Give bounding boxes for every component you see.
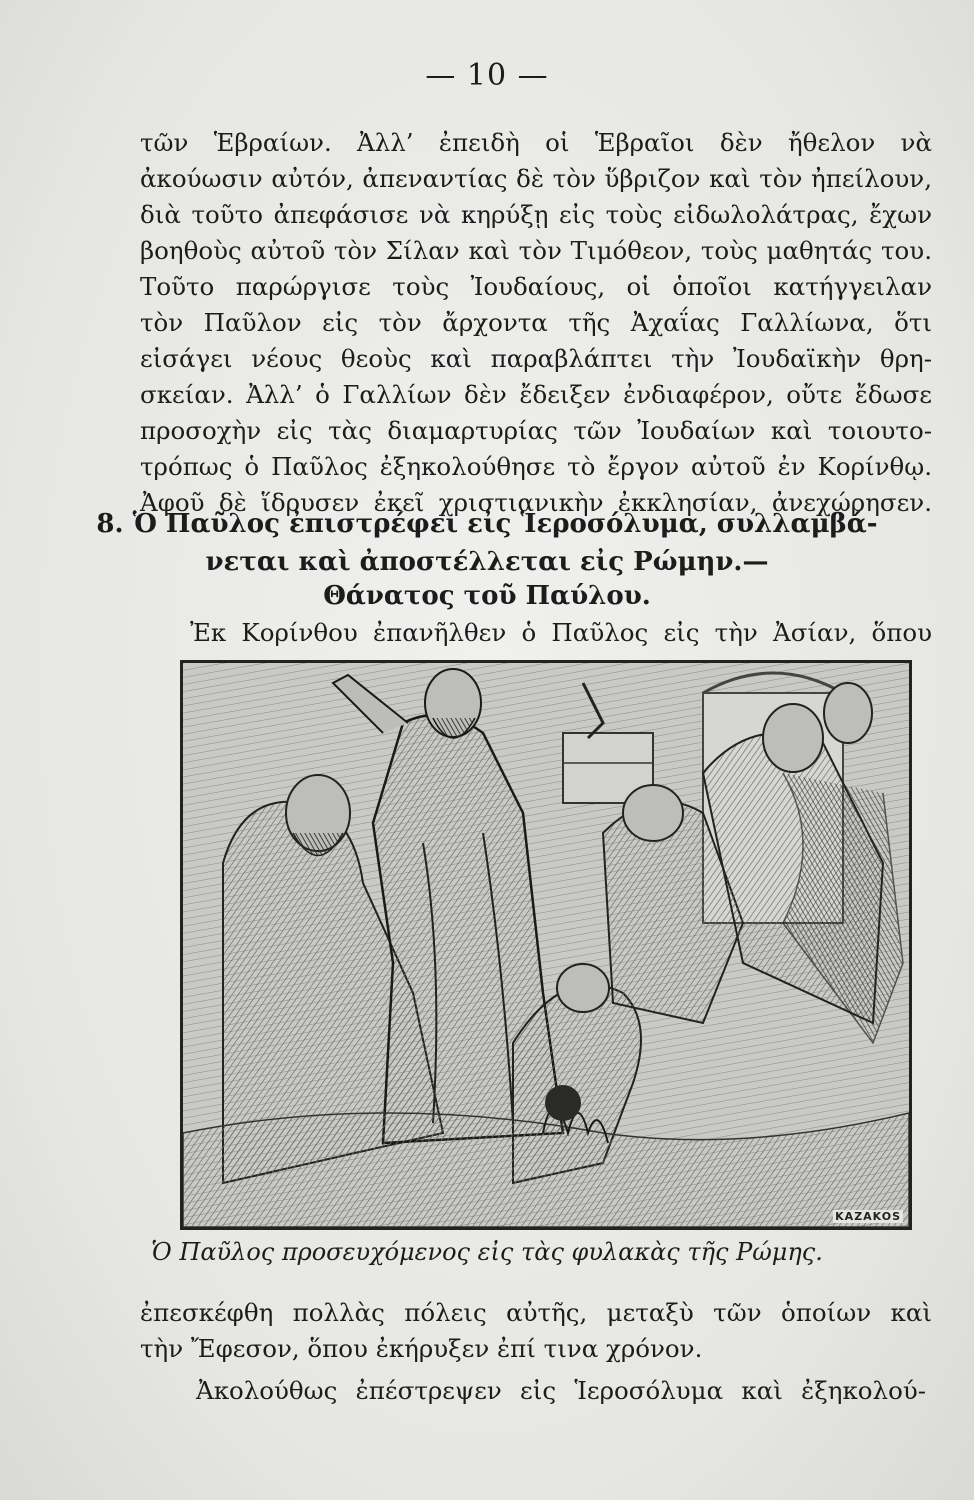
section-heading-line: Θάνατος τοῦ Παύλου.: [323, 581, 651, 611]
paragraph-2-line: Ἐκ Κορίνθου ἐπανῆλθεν ὁ Παῦλος εἰς τὴν Ἀσίαν, ὅπου: [190, 618, 932, 647]
text-line: τὴν Ἔφεσον, ὅπου ἐκήρυξεν ἐπί τινα χρόνον.: [140, 1334, 703, 1363]
section-heading-line: νεται καὶ ἀποστέλλεται εἰς Ρώμην.—: [205, 547, 769, 577]
text-line: ἀκούωσιν αὐτόν, ἀπεναντίας δὲ τὸν ὕβριζον καὶ τὸν ἠπείλουν,: [140, 164, 932, 193]
text-line: Ἀφοῦ δὲ ἵδρυσεν ἐκεῖ χριστιανικὴν ἐκκλησίαν, ἀνεχώρησεν.: [140, 488, 932, 517]
section-heading-line: 8. Ὁ Παῦλος ἐπιστρέφει εἰς Ἱεροσόλυμα, συλλαμβά-: [96, 509, 878, 539]
text-line: Τοῦτο παρώργισε τοὺς Ἰουδαίους, οἱ ὁποῖοι κατήγγειλαν: [140, 272, 932, 301]
page-number: — 10 —: [425, 58, 549, 93]
text-line: διὰ τοῦτο ἀπεφάσισε νὰ κηρύξῃ εἰς τοὺς εἰδωλολάτρας, ἔχων: [140, 200, 932, 229]
text-line: τῶν Ἑβραίων. Ἀλλ’ ἐπειδὴ οἱ Ἑβραῖοι δὲν ἤθελον νὰ: [140, 128, 932, 157]
text-line: προσοχὴν εἰς τὰς διαμαρτυρίας τῶν Ἰουδαίων καὶ τοιουτο-: [140, 416, 932, 445]
engraving-image: [183, 663, 909, 1227]
text-line: ἐπεσκέφθη πολλὰς πόλεις αὐτῆς, μεταξὺ τῶν ὁποίων καὶ: [140, 1298, 932, 1327]
text-line: τρόπως ὁ Παῦλος ἐξηκολούθησε τὸ ἔργον αὐτοῦ ἐν Κορίνθῳ.: [140, 452, 932, 481]
illustration-engraving: [180, 660, 912, 1230]
text-line: τὸν Παῦλον εἰς τὸν ἄρχοντα τῆς Ἀχαΐας Γαλλίωνα, ὅτι: [140, 308, 932, 337]
text-line: εἰσάγει νέους θεοὺς καὶ παραβλάπτει τὴν Ἰουδαϊκὴν θρη-: [140, 344, 932, 373]
figure-caption: Ὁ Παῦλος προσευχόμενος εἰς τὰς φυλακὰς τῆς Ρώμης.: [151, 1238, 823, 1266]
text-line: σκείαν. Ἀλλ’ ὁ Γαλλίων δὲν ἔδειξεν ἐνδιαφέρον, οὔτε ἔδωσε: [140, 380, 932, 409]
text-line: Ἀκολούθως ἐπέστρεψεν εἰς Ἱεροσόλυμα καὶ ἐξηκολού-: [196, 1376, 926, 1405]
engraver-signature: KAZAKOS: [835, 1210, 901, 1223]
text-line: βοηθοὺς αὐτοῦ τὸν Σίλαν καὶ τὸν Τιμόθεον, τοὺς μαθητάς του.: [140, 236, 932, 265]
